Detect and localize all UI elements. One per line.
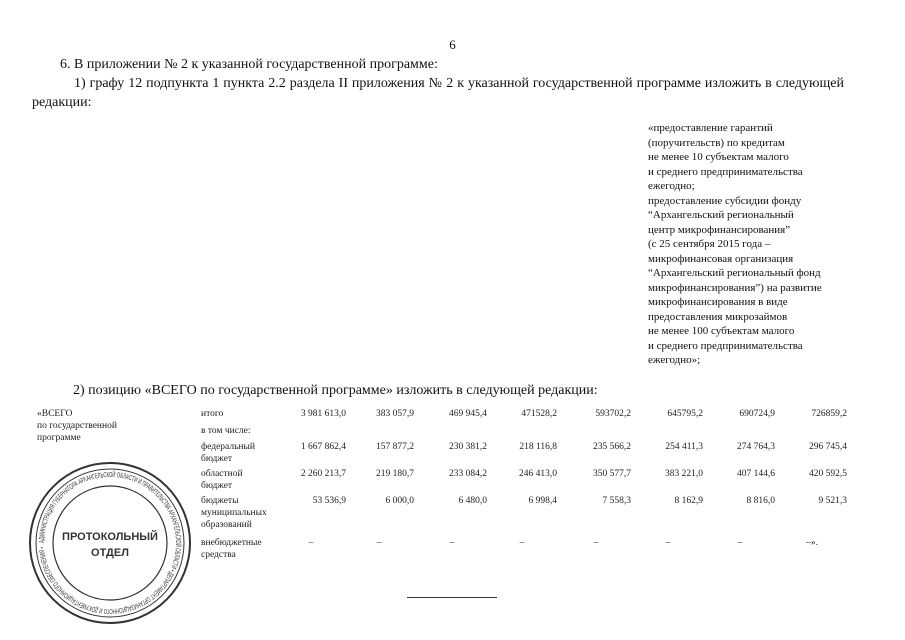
- table-cell: 420 592,5: [809, 469, 847, 479]
- table-row-label-line: в том числе:: [201, 426, 251, 436]
- table-row-label: [201, 408, 223, 420]
- table-cell: –».: [806, 538, 818, 548]
- table-cell: 274 764,3: [737, 442, 775, 452]
- table-cell: 6 000,0: [385, 496, 414, 506]
- table-cell: 3 981 613,0: [300, 409, 346, 419]
- table-cell: 690724,9: [739, 409, 775, 419]
- quote-line: не менее 10 субъектам малого: [648, 151, 789, 163]
- table-row-label-line: итого: [201, 409, 224, 419]
- table-row-label: [201, 425, 251, 437]
- table-row-label-line: бюджет: [201, 454, 233, 464]
- table-row-label: [201, 537, 262, 561]
- table-cell: 254 411,3: [665, 442, 703, 452]
- quote-line: предоставление субсидии фонду: [648, 194, 802, 207]
- table-cell: 8 162,9: [674, 496, 703, 506]
- table-cell: 6 480,0: [458, 496, 487, 506]
- quote-line: “Архангельский региональный: [648, 209, 794, 221]
- table-cell: 246 413,0: [519, 469, 557, 479]
- quote-line: центр микрофинансирования”: [648, 223, 791, 236]
- table-cell: 407 144,6: [737, 469, 775, 479]
- table-cell: –: [519, 538, 525, 548]
- quote-line: не менее 100 субъектам малого: [648, 325, 795, 337]
- table-row-label: [201, 441, 255, 465]
- table-cell: 8 816,0: [746, 496, 775, 506]
- table-cell: 235 566,2: [593, 442, 631, 452]
- table-cell: –: [449, 538, 455, 548]
- quote-line: (поручительств) по кредитам: [648, 136, 785, 149]
- table-label-line: программе: [37, 433, 81, 443]
- table-row-label-line: федеральный: [201, 442, 255, 452]
- quote-line: ежегодно;: [648, 180, 695, 192]
- table-cell: –: [308, 538, 314, 548]
- table-row-label-line: областной: [201, 469, 243, 479]
- table-cell: 469 945,4: [449, 409, 487, 419]
- quote-line: ежегодно»;: [648, 354, 701, 366]
- table-cell: 9 521,3: [818, 496, 847, 506]
- table-cell: 7 558,3: [602, 496, 631, 506]
- table-cell: –: [665, 538, 671, 548]
- quoted-column-text: [648, 121, 888, 368]
- table-cell: 233 084,2: [449, 469, 487, 479]
- table-label-line: по государственной: [37, 421, 117, 431]
- quote-line: (с 25 сентября 2015 года –: [648, 238, 771, 250]
- table-cell: –: [376, 538, 382, 548]
- table-cell: –: [593, 538, 599, 548]
- seal-stamp: [27, 460, 193, 626]
- table-total-label: [37, 408, 157, 444]
- table-cell: 383 057,9: [376, 409, 414, 419]
- table-row-label-line: бюджет: [201, 481, 233, 491]
- page-number: 6: [449, 37, 456, 52]
- stamp-center-line-1: ПРОТОКОЛЬНЫЙ: [62, 531, 158, 543]
- table-cell: 230 381,2: [449, 442, 487, 452]
- paragraph-6: 6. В приложении № 2 к указанной государственной программе:: [60, 57, 438, 72]
- quote-line: предоставления микрозаймов: [648, 310, 788, 323]
- table-cell: 157 877,2: [376, 442, 414, 452]
- quote-line: «предоставление гарантий: [648, 122, 773, 134]
- table-cell: 645795,2: [667, 409, 703, 419]
- table-cell: 383 221,0: [665, 469, 703, 479]
- table-cell: 593702,2: [595, 409, 631, 419]
- stamp-ring-text: АДМИНИСТРАЦИЯ ГУБЕРНАТОРА АРХАНГЕЛЬСКОЙ ОБЛАСТИ И ПРАВИТЕЛЬСТВА АРХАНГЕЛЬСКОЙ ОБЛАСТИ • ДЕПАРТАМЕНТ ОРГАНИЗАЦИОННОГО И ДОКУМЕНТАЦИОННОГО ОБЕСПЕЧЕНИЯ •: [36, 469, 184, 617]
- quote-line: микрофинансирования в виде: [648, 296, 788, 308]
- table-label-line: «ВСЕГО: [37, 409, 73, 419]
- table-cell: 296 745,4: [809, 442, 847, 452]
- paragraph-item-1: 1) графу 12 подпункта 1 пункта 2.2 раздела II приложения № 2 к указанной государственной программе изложить в следующей редакции:: [32, 76, 844, 110]
- table-cell: 6 998,4: [528, 496, 557, 506]
- table-cell: 471528,2: [521, 409, 557, 419]
- quote-line: и среднего предпринимательства: [648, 339, 803, 352]
- table-cell: –: [737, 538, 743, 548]
- table-cell: 53 536,9: [312, 496, 346, 506]
- stamp-center-line-2: ОТДЕЛ: [91, 547, 129, 559]
- paragraph-item-2: 2) позицию «ВСЕГО по государственной программе» изложить в следующей редакции:: [73, 383, 598, 398]
- table-cell: 2 260 213,7: [300, 469, 346, 479]
- table-row-label-line: средства: [201, 550, 236, 560]
- table-cell: 218 116,8: [519, 442, 557, 452]
- end-separator-line: [407, 597, 497, 598]
- table-cell: 726859,2: [811, 409, 847, 419]
- table-cell: 219 180,7: [376, 469, 414, 479]
- table-cell: 350 577,7: [593, 469, 631, 479]
- table-row-label: [201, 495, 267, 531]
- table-row-label: [201, 468, 243, 492]
- quote-line: микрофинансовая организация: [648, 252, 794, 265]
- table-row-label-line: бюджеты: [201, 496, 239, 506]
- table-cell: 1 667 862,4: [300, 442, 346, 452]
- quote-line: “Архангельский региональный фонд: [648, 267, 821, 279]
- quote-line: микрофинансирования”) на развитие: [648, 281, 822, 294]
- table-row-label-line: образований: [201, 520, 252, 530]
- table-row-label-line: внебюджетные: [201, 538, 262, 548]
- quote-line: и среднего предпринимательства: [648, 165, 803, 178]
- table-row-label-line: муниципальных: [201, 508, 267, 518]
